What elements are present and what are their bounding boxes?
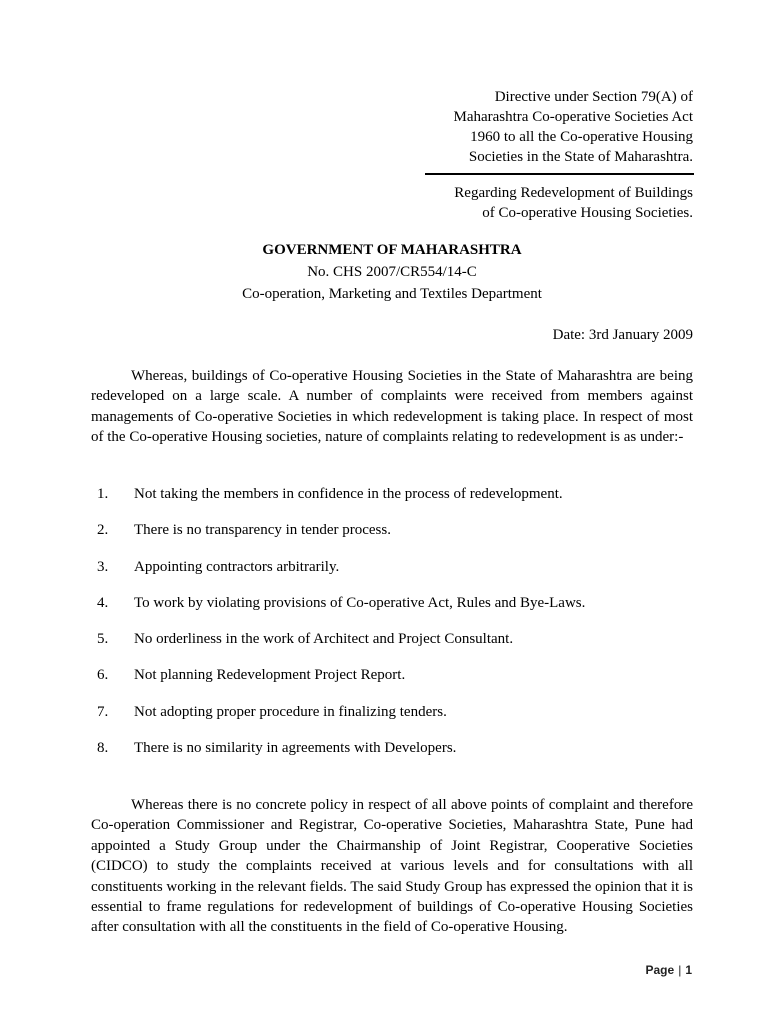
list-item-number: 7. bbox=[97, 703, 109, 720]
page-footer bbox=[646, 963, 693, 977]
department-name: Co-operation, Marketing and Textiles Department bbox=[242, 286, 542, 302]
list-item-text: No orderliness in the work of Architect and Project Consultant. bbox=[134, 631, 514, 648]
directive-block bbox=[393, 87, 693, 167]
list-item bbox=[91, 593, 693, 629]
list-item bbox=[91, 629, 693, 665]
page-label: Page bbox=[645, 963, 675, 977]
list-item bbox=[91, 738, 693, 774]
list-item-number: 8. bbox=[97, 740, 109, 757]
list-item-text: To work by violating provisions of Co-operative Act, Rules and Bye-Laws. bbox=[134, 594, 586, 611]
reference-number: No. CHS 2007/CR554/14-C bbox=[307, 264, 477, 280]
list-item bbox=[91, 702, 693, 738]
list-item-text: Not adopting proper procedure in finalizing tenders. bbox=[134, 703, 447, 720]
list-item-text: Not taking the members in confidence in the process of redevelopment. bbox=[134, 486, 563, 502]
study-group-paragraph: Whereas there is no concrete policy in respect of all above points of complaint and therefore Co-operation Commissioner and Registrar, Co-operative Societies, Maharashtra State, Pune had appointed a Study Group under the Chairmanship of Joint Registrar, Cooperative Societies (CIDCO) to study the complaints received at various levels and for consultations with all constituents working in the relevant fields. The said Study Group has expressed the opinion that it is essential to frame regulations for redevelopment of buildings of Co-operative Housing Societies after consultation with all the constituents in the field of Co-operative Housing. bbox=[91, 797, 693, 936]
complaints-list bbox=[91, 484, 693, 774]
list-item bbox=[91, 520, 693, 556]
regarding-block bbox=[393, 183, 693, 223]
regarding-line: Regarding Redevelopment of Buildings bbox=[454, 185, 693, 201]
document-date: Date: 3rd January 2009 bbox=[552, 327, 693, 343]
list-item bbox=[91, 557, 693, 593]
list-item-number: 6. bbox=[97, 667, 109, 684]
directive-line: Maharashtra Co-operative Societies Act bbox=[453, 109, 693, 125]
directive-line: Directive under Section 79(A) of bbox=[494, 89, 693, 105]
list-item-number: 5. bbox=[97, 631, 109, 648]
list-item-number: 2. bbox=[97, 522, 109, 539]
directive-line: Societies in the State of Maharashtra. bbox=[468, 149, 693, 165]
intro-paragraph: Whereas, buildings of Co-operative Housing Societies in the State of Maharashtra are being redeveloped on a large scale. A number of complaints were received from members against managements of Co-operative Societies in which redevelopment is taking place. In respect of most of the Co-operative Housing societies, nature of complaints relating to redevelopment is as under:- bbox=[91, 368, 693, 446]
list-item-text: There is no similarity in agreements with Developers. bbox=[134, 740, 457, 757]
list-item bbox=[91, 484, 693, 520]
government-title: GOVERNMENT OF MAHARASHTRA bbox=[262, 242, 522, 258]
regarding-line: of Co-operative Housing Societies. bbox=[482, 205, 693, 221]
page-number: 1 bbox=[685, 963, 692, 977]
list-item-text: There is no transparency in tender process. bbox=[134, 522, 391, 539]
list-item bbox=[91, 665, 693, 701]
list-item-number: 4. bbox=[97, 594, 109, 611]
directive-line: 1960 to all the Co-operative Housing bbox=[470, 129, 693, 145]
list-item-number: 1. bbox=[97, 486, 109, 502]
list-item-number: 3. bbox=[97, 558, 109, 575]
list-item-text: Not planning Redevelopment Project Report. bbox=[134, 667, 406, 684]
list-item-text: Appointing contractors arbitrarily. bbox=[134, 558, 340, 575]
footer-separator: | bbox=[678, 963, 682, 977]
header-divider bbox=[425, 173, 694, 175]
